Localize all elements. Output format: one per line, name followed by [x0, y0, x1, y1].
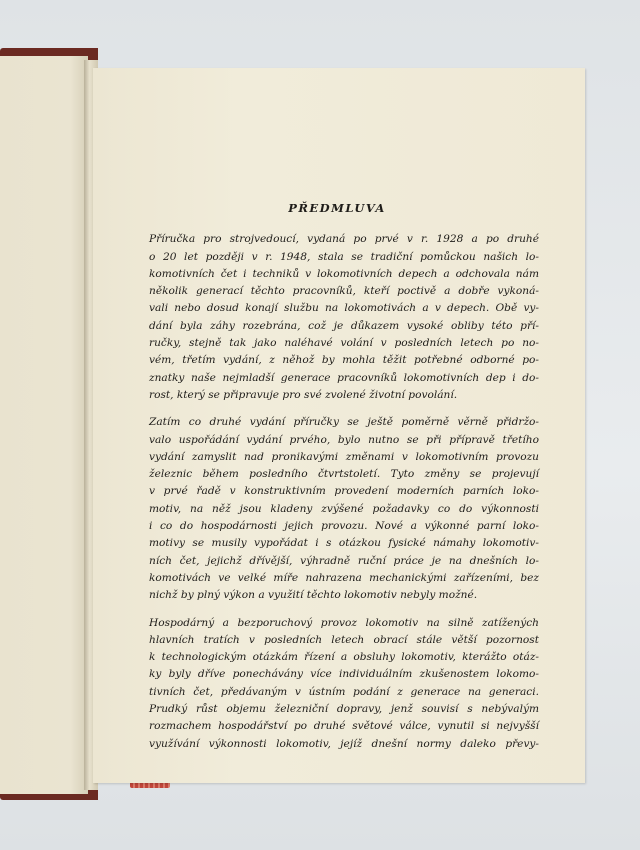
- text-line: železnic během posledního čtvrtstoletí. Tyto změny se projevují: [149, 468, 539, 481]
- text-line: komotivách ve velké míře nahrazena mechanickými zařízeními, bez: [149, 571, 539, 584]
- text-line: motiv, na něž jsou kladeny zvýšené požadavky co do výkonnosti: [149, 502, 539, 515]
- text-line: tivních čet, předávaným v ústním podání z generace na generaci.: [149, 685, 539, 698]
- text-line: ky byly dříve ponechávány více individuálním zkušenostem lokomo-: [149, 668, 539, 681]
- text-line: Hospodárný a bezporuchový provoz lokomotiv na silně zatížených: [149, 616, 539, 629]
- paragraph-1: [135, 231, 539, 404]
- text-line: hlavních tratích v posledních letech obrací stále větší pozornost: [149, 633, 539, 646]
- left-page: [0, 56, 88, 794]
- text-line: v prvé řadě v konstruktivním provedení moderních parních loko-: [149, 485, 539, 498]
- page-title: PŘEDMLUVA: [288, 201, 386, 215]
- text-line: vém, třetím vydání, z něhož by mohla těžit potřebné odborné po-: [149, 354, 539, 367]
- text-line: znatky naše nejmladší generace pracovníků lokomotivních dep i do-: [149, 371, 539, 384]
- text-line: komotivních čet i techniků v lokomotivních depech a odchovala nám: [149, 267, 539, 280]
- text-line: motivy se musily vypořádat i s otázkou fysické námahy lokomotiv-: [149, 537, 539, 550]
- text-line: ních čet, jejichž dřívější, výhradně ruční práce je na dnešních lo-: [149, 554, 539, 567]
- text-line: ručky, stejně tak jako naléhavé volání v posledních letech po no-: [149, 337, 539, 350]
- text-line: nichž by plný výkon a využití těchto lokomotiv nebyly možné.: [149, 589, 478, 602]
- page-content: [135, 200, 539, 763]
- text-line: o 20 let později v r. 1948, stala se tradiční pomůckou našich lo-: [149, 250, 539, 263]
- text-line: dání byla záhy rozebrána, což je důkazem vysoké obliby této pří-: [149, 319, 539, 332]
- text-line: vydání zamyslit nad pronikavými změnami v lokomotivním provozu: [149, 450, 539, 463]
- text-line: využívání výkonnosti lokomotiv, jejíž dnešní normy daleko převy-: [149, 737, 539, 750]
- text-line: vali nebo dosud konají službu na lokomotivách a v depech. Obě vy-: [149, 302, 539, 315]
- text-line: rost, který se připravuje pro své zvolené životní povolání.: [149, 388, 458, 401]
- right-page: [93, 68, 585, 783]
- text-line: několik generací těchto pracovníků, kteří poctivě a dobře vykoná-: [149, 285, 539, 298]
- text-line: Zatím co druhé vydání příručky se ještě poměrně věrně přidržo-: [149, 416, 539, 429]
- text-line: rozmachem hospodářství po druhé světové válce, vynutil si nejvyšší: [149, 720, 539, 733]
- text-line: i co do hospodárnosti jejich provozu. Nové a výkonné parní loko-: [149, 520, 539, 533]
- text-line: valo uspořádání vydání prvého, bylo nutno se při přípravě třetího: [149, 433, 539, 446]
- paragraph-2: [135, 414, 539, 604]
- paragraph-3: [135, 615, 539, 753]
- text-line: Prudký růst objemu železniční dopravy, jenž souvisí s nebývalým: [149, 703, 539, 716]
- text-line: Příručka pro strojvedoucí, vydaná po prvé v r. 1928 a po druhé: [149, 233, 539, 246]
- text-line: k technologickým otázkám řízení a obsluhy lokomotiv, kterážto otáz-: [149, 651, 539, 664]
